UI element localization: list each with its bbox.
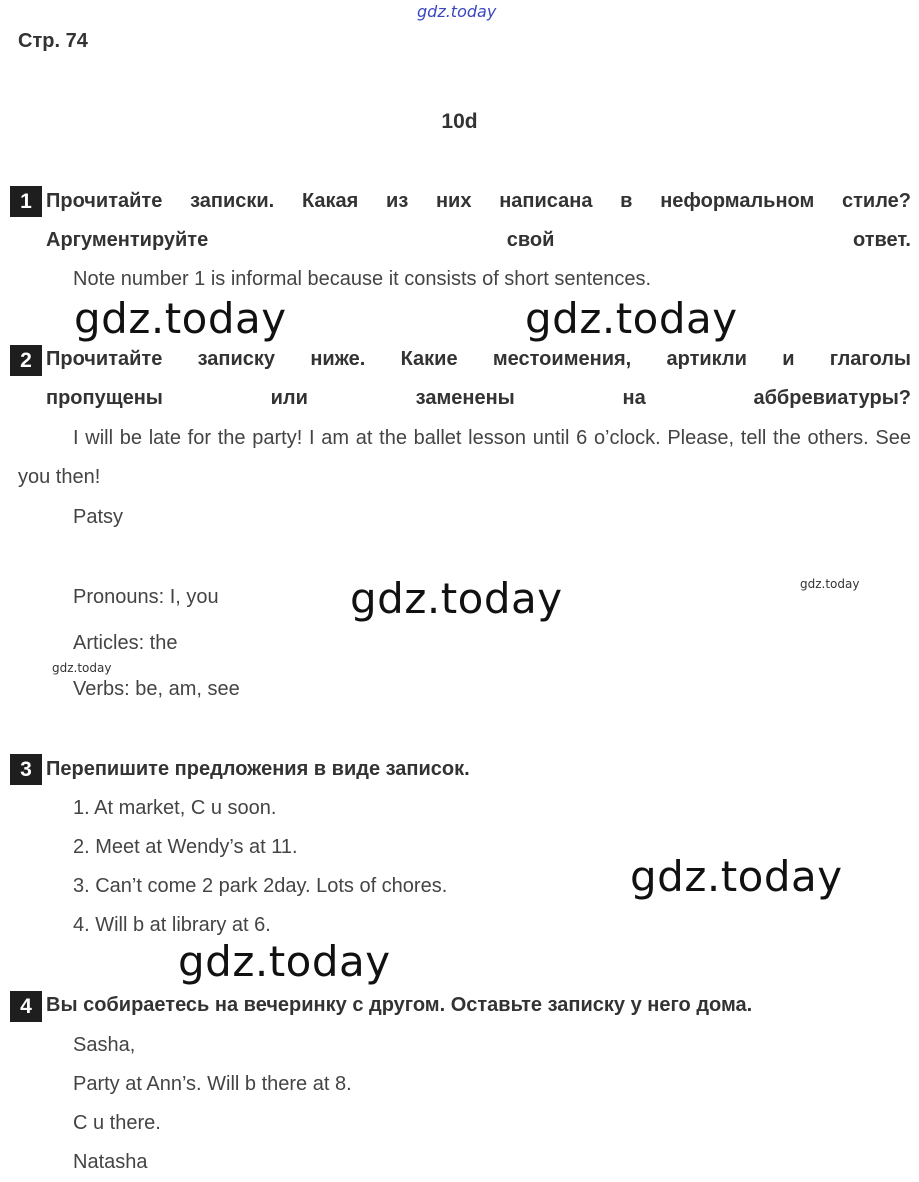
watermark-small: gdz.today bbox=[52, 661, 112, 675]
task-4-title: Вы собираетесь на вечеринку с другом. Оставьте записку у него дома. bbox=[46, 994, 753, 1016]
task-3-number: 3 bbox=[10, 754, 42, 785]
task-3-item: 3. Can’t come 2 park 2day. Lots of chores. bbox=[73, 875, 448, 897]
task-2-articles: Articles: the bbox=[73, 632, 178, 654]
task-1-title-line2: Аргументируйте свой ответ. bbox=[46, 229, 911, 251]
task-3-item: 2. Meet at Wendy’s at 11. bbox=[73, 836, 298, 858]
task-2-signature: Patsy bbox=[73, 506, 124, 528]
watermark-big: gdz.today bbox=[74, 294, 287, 343]
task-2-pronouns: Pronouns: I, you bbox=[73, 586, 219, 608]
watermark-small: gdz.today bbox=[800, 577, 860, 591]
task-2-title-line2: пропущены или заменены на аббревиатуры? bbox=[46, 387, 911, 409]
task-1-number: 1 bbox=[10, 186, 42, 217]
task-4-line: C u there. bbox=[73, 1112, 161, 1134]
watermark-big: gdz.today bbox=[178, 937, 391, 986]
task-2-title bbox=[46, 340, 911, 418]
task-2-verbs: Verbs: be, am, see bbox=[73, 678, 240, 700]
task-3-item: 1. At market, C u soon. bbox=[73, 797, 277, 819]
top-watermark: gdz.today bbox=[417, 2, 497, 21]
task-4-line: Party at Ann’s. Will b there at 8. bbox=[73, 1073, 352, 1095]
task-1-title-line1: Прочитайте записки. Какая из них написана в неформальном стиле? bbox=[46, 190, 911, 212]
task-2-number: 2 bbox=[10, 345, 42, 376]
watermark-big: gdz.today bbox=[630, 852, 843, 901]
lesson-title: 10d bbox=[441, 110, 478, 133]
task-4-number: 4 bbox=[10, 991, 42, 1022]
task-2-note-text: I will be late for the party! I am at the ballet lesson until 6 o’clock. Please, tell the others. See you then! bbox=[18, 427, 911, 488]
task-1-answer: Note number 1 is informal because it consists of short sentences. bbox=[73, 268, 652, 290]
watermark-big: gdz.today bbox=[350, 574, 563, 623]
task-3-title: Перепишите предложения в виде записок. bbox=[46, 758, 470, 780]
task-2-title-line1: Прочитайте записку ниже. Какие местоимения, артикли и глаголы bbox=[46, 348, 911, 370]
task-1-title bbox=[46, 182, 911, 260]
task-4-line: Natasha bbox=[73, 1151, 148, 1173]
task-4-line: Sasha, bbox=[73, 1034, 136, 1056]
watermark-big: gdz.today bbox=[525, 294, 738, 343]
task-3-item: 4. Will b at library at 6. bbox=[73, 914, 271, 936]
page-number: Стр. 74 bbox=[18, 30, 88, 52]
